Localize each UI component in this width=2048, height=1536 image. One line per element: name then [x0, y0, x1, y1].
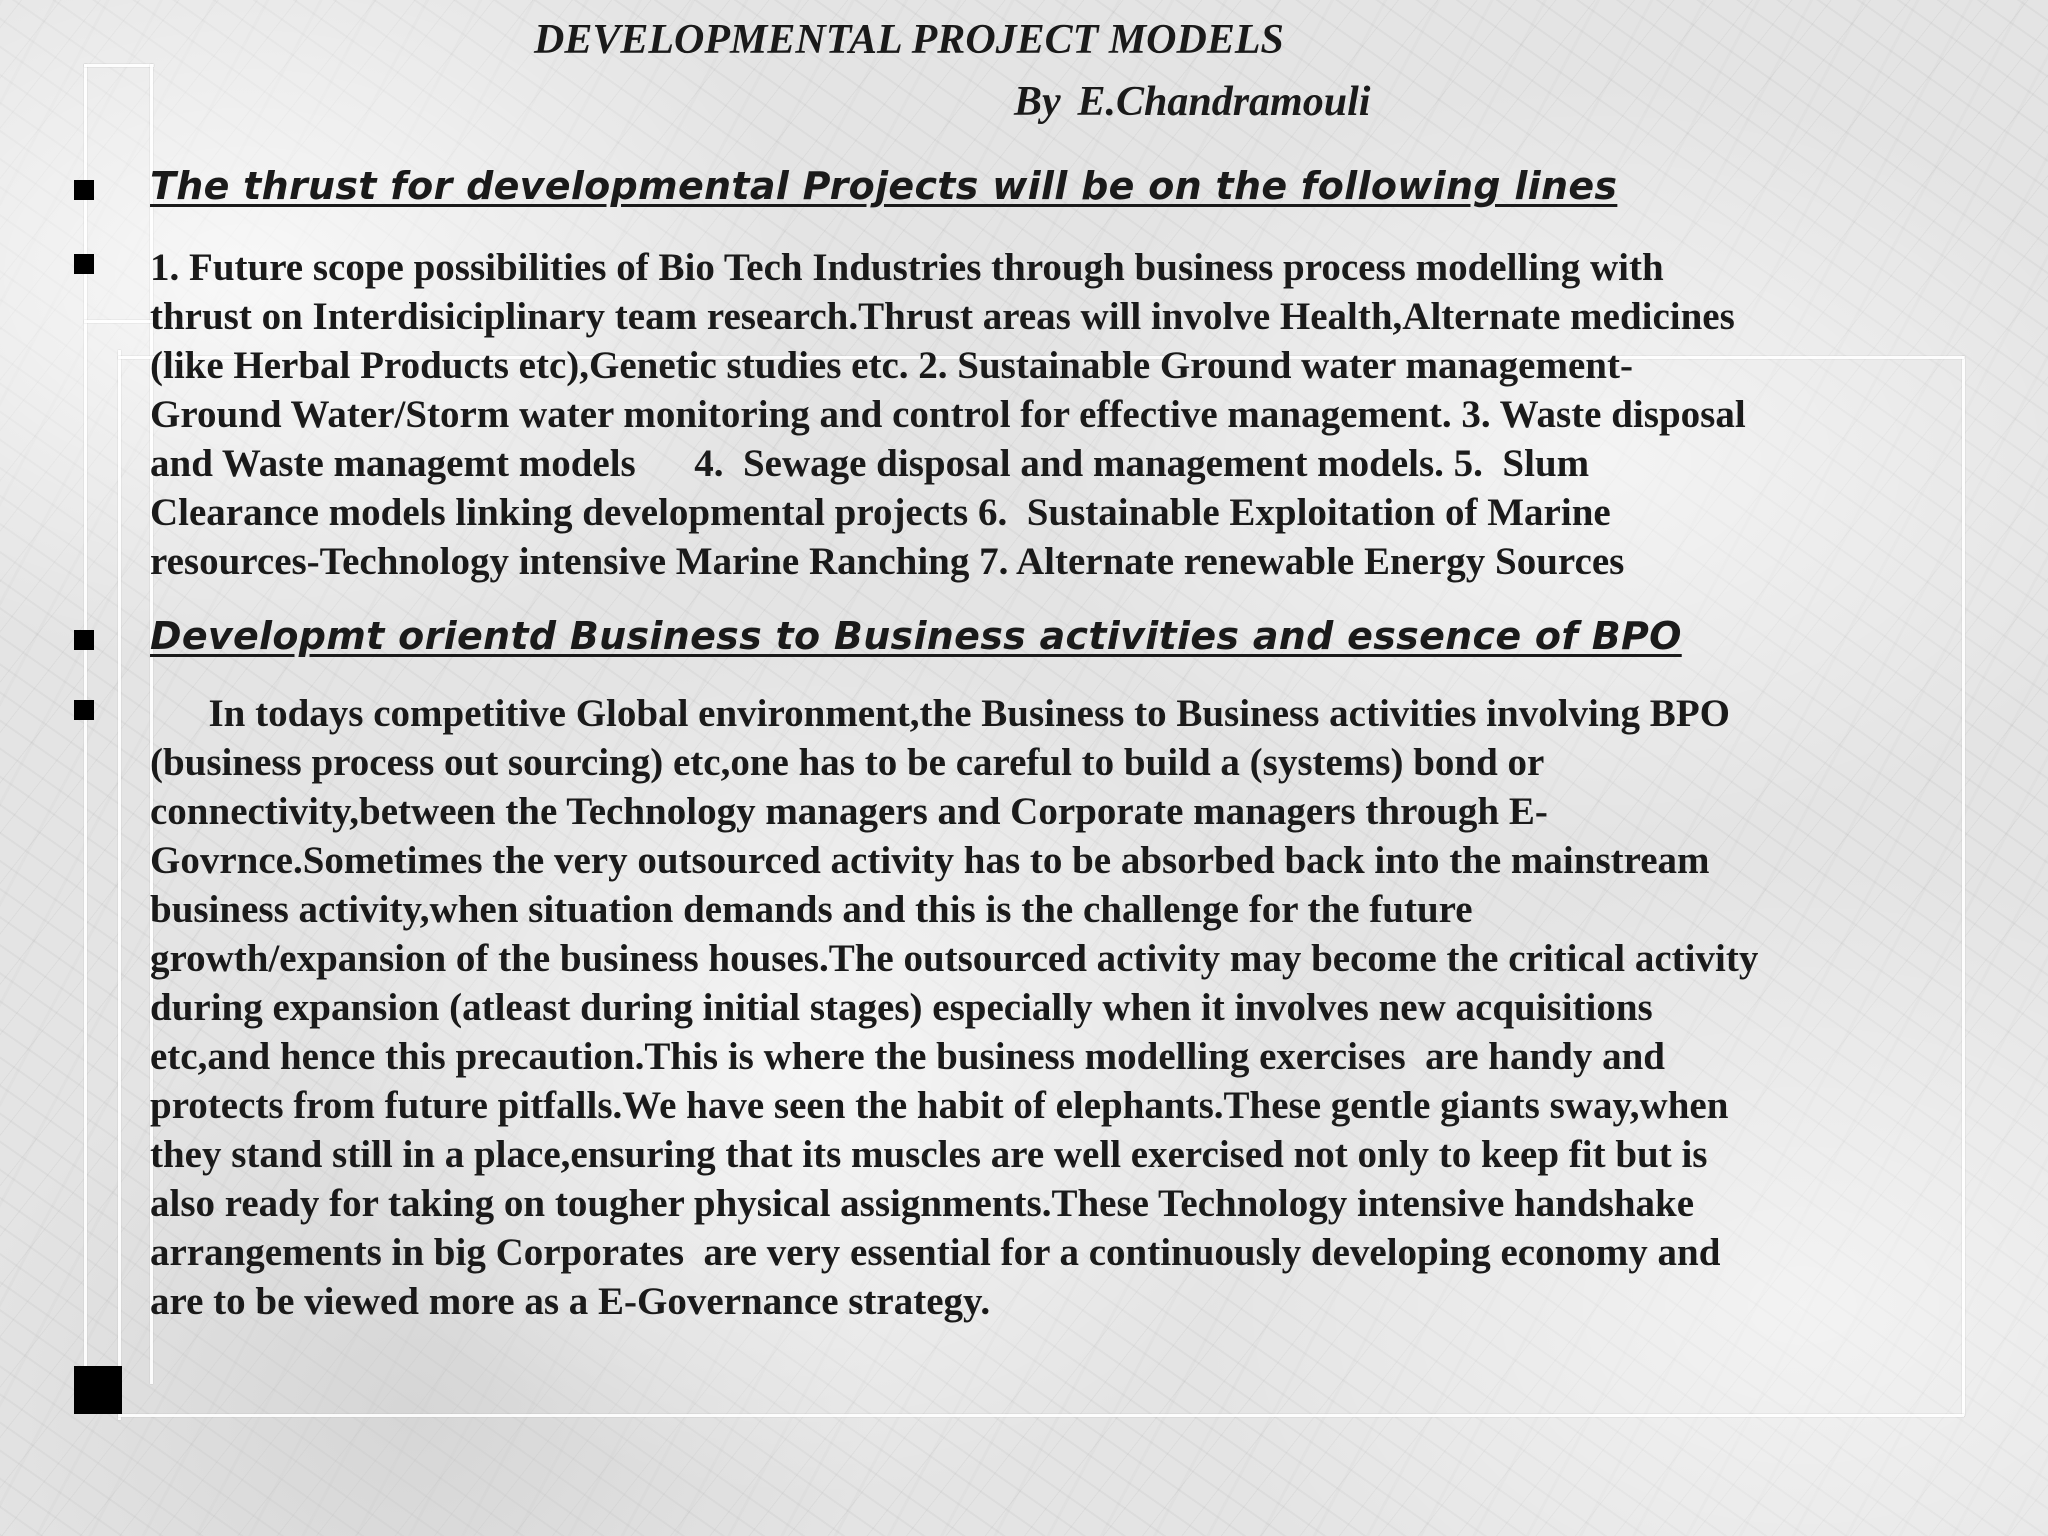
- paragraph-bpo: [150, 689, 2030, 1326]
- frame-line-bottom: [118, 1414, 1964, 1417]
- paragraph-line: and Waste managemt models 4. Sewage disposal and management models. 5. Slum: [150, 442, 1590, 485]
- bullet-marker: [74, 630, 94, 650]
- paragraph-line: connectivity,between the Technology managers and Corporate managers through E-: [150, 790, 1548, 833]
- paragraph-line: Clearance models linking developmental projects 6. Sustainable Exploitation of Marine: [150, 491, 1611, 534]
- paragraph-line: (like Herbal Products etc),Genetic studies etc. 2. Sustainable Ground water management-: [150, 344, 1633, 387]
- paragraph-line: during expansion (atleast during initial stages) especially when it involves new acquisitions: [150, 986, 1653, 1029]
- section-heading-thrust: The thrust for developmental Projects will be on the following lines: [150, 164, 1618, 208]
- paragraph-line: In todays competitive Global environment,the Business to Business activities involving BPO: [150, 692, 1730, 735]
- paragraph-line: (business process out sourcing) etc,one has to be careful to build a (systems) bond or: [150, 741, 1545, 784]
- frame-line-left-short: [84, 320, 154, 323]
- bullet-marker-empty: [74, 1366, 122, 1414]
- paragraph-line: Govrnce.Sometimes the very outsourced activity has to be absorbed back into the mainstream: [150, 839, 1710, 882]
- paragraph-line: protects from future pitfalls.We have seen the habit of elephants.These gentle giants sway,when: [150, 1084, 1729, 1127]
- bullet-marker: [74, 180, 94, 200]
- paragraph-line: are to be viewed more as a E-Governance strategy.: [150, 1280, 991, 1323]
- paragraph-line: Ground Water/Storm water monitoring and control for effective management. 3. Waste disposal: [150, 393, 1746, 436]
- frame-line-outer-top: [84, 64, 154, 67]
- slide-author: By E.Chandramouli: [1014, 79, 1371, 125]
- paragraph-line: resources-Technology intensive Marine Ranching 7. Alternate renewable Energy Sources: [150, 540, 1625, 583]
- paragraph-line: they stand still in a place,ensuring that its muscles are well exercised not only to keep fit but is: [150, 1133, 1708, 1176]
- bullet-marker: [74, 700, 94, 720]
- paragraph-line: 1. Future scope possibilities of Bio Tech Industries through business process modelling with: [150, 246, 1664, 289]
- paragraph-line: arrangements in big Corporates are very essential for a continuously developing economy and: [150, 1231, 1721, 1274]
- paragraph-line: growth/expansion of the business houses.The outsourced activity may become the critical activity: [150, 937, 1759, 980]
- bullet-marker: [74, 254, 94, 274]
- paragraph-line: also ready for taking on tougher physical assignments.These Technology intensive handshake: [150, 1182, 1695, 1225]
- paragraph-line: business activity,when situation demands and this is the challenge for the future: [150, 888, 1473, 931]
- paragraph-line: etc,and hence this precaution.This is where the business modelling exercises are handy and: [150, 1035, 1665, 1078]
- paragraph-line: thrust on Interdisiciplinary team research.Thrust areas will involve Health,Alternate medicines: [150, 295, 1735, 338]
- slide-title: DEVELOPMENTAL PROJECT MODELS: [534, 17, 1284, 63]
- section-heading-bpo: Developmt orientd Business to Business activities and essence of BPO: [150, 614, 1682, 658]
- frame-line-mid-left: [118, 350, 121, 1420]
- paragraph-thrust-areas: [150, 243, 2030, 586]
